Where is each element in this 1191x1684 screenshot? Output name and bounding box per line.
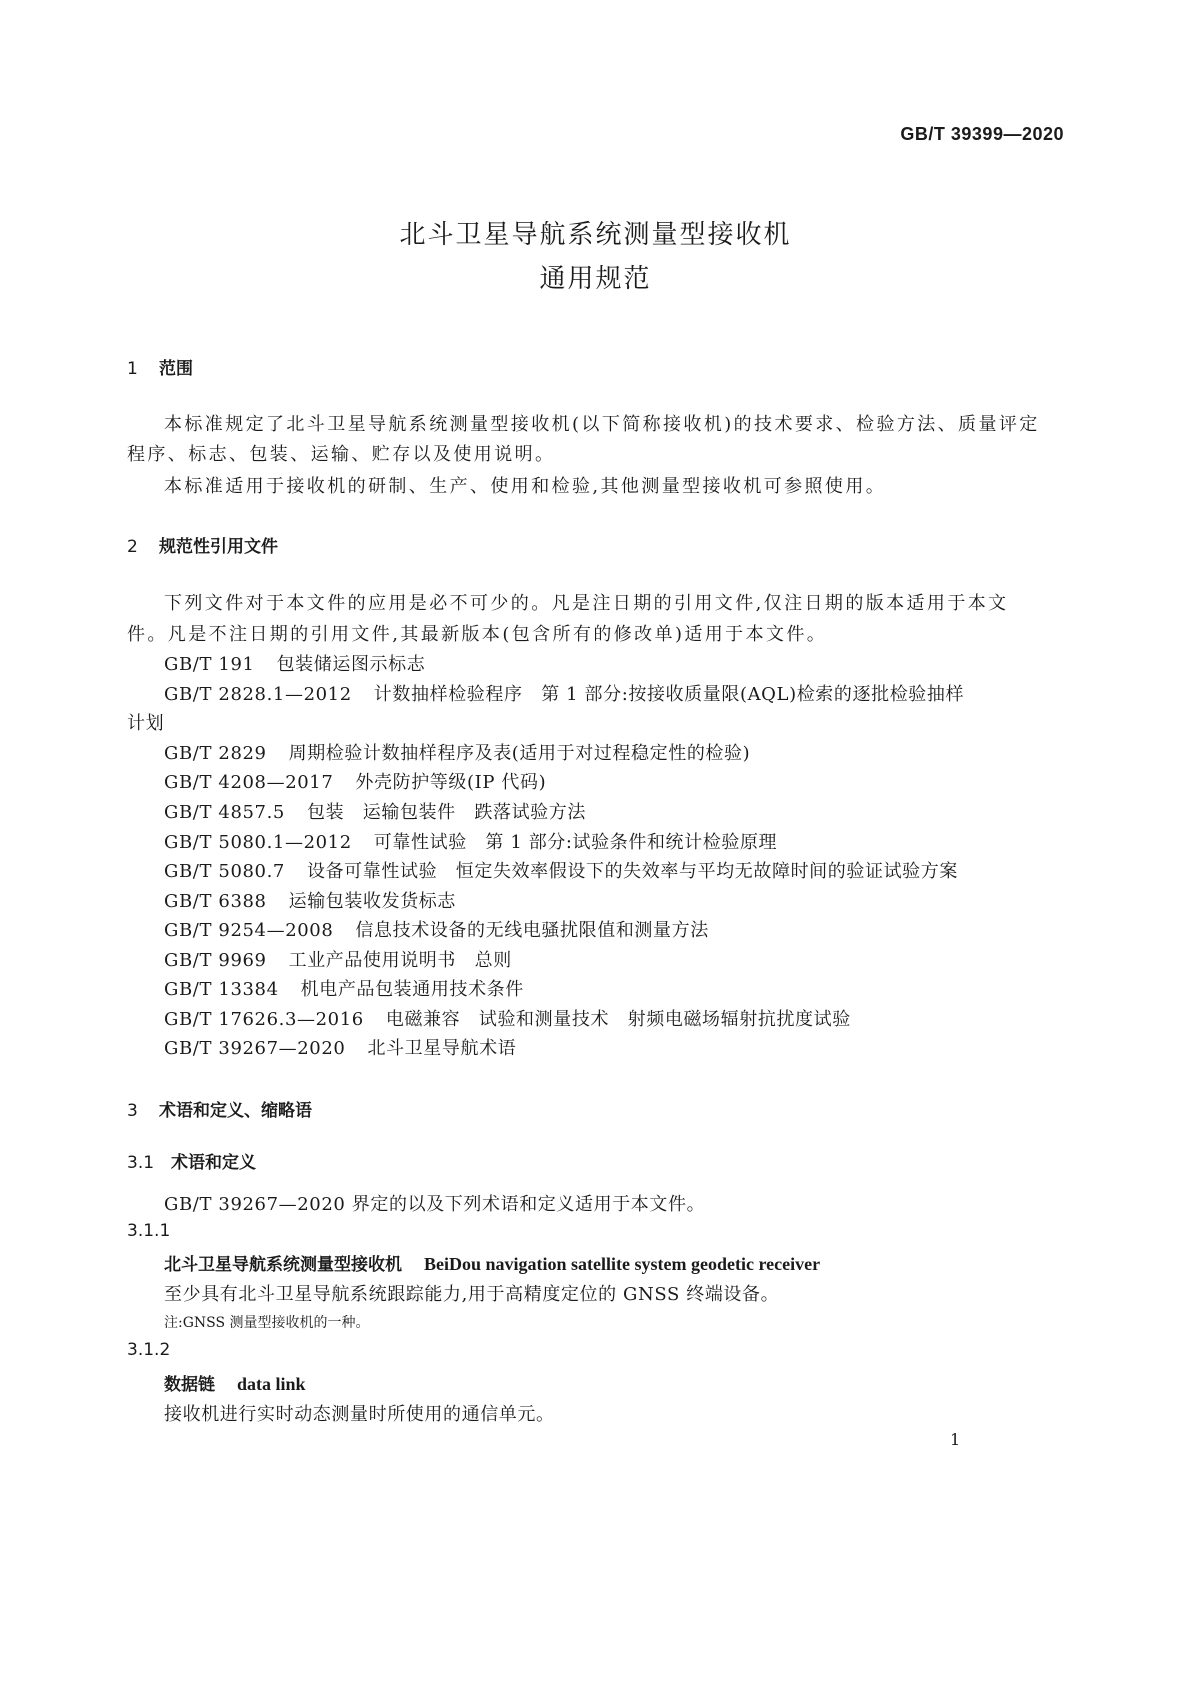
reference-title: 设备可靠性试验 恒定失效率假设下的失效率与平均无故障时间的验证试验方案 [306, 861, 958, 882]
reference-code: GB/T 2828.1—2012 [164, 684, 352, 705]
page-number: 1 [950, 1430, 961, 1449]
reference-title: 可靠性试验 第 1 部分:试验条件和统计检验原理 [373, 832, 778, 853]
reference-item [164, 768, 546, 794]
section-title: 术语和定义、缩略语 [159, 1101, 312, 1121]
term-english: BeiDou navigation satellite system geodetic receiver [424, 1254, 821, 1274]
reference-title: 计数抽样检验程序 第 1 部分:按接收质量限(AQL)检索的逐批检验抽样 [373, 684, 965, 705]
reference-title: 运输包装收发货标志 [288, 891, 457, 912]
reference-title: 机电产品包装通用技术条件 [300, 979, 524, 1000]
reference-title: 北斗卫星导航术语 [367, 1038, 517, 1059]
term-english: data link [237, 1374, 306, 1394]
paragraph: GB/T 39267—2020 界定的以及下列术语和定义适用于本文件。 [164, 1194, 706, 1215]
reference-item [164, 739, 750, 765]
subsection-title: 术语和定义 [171, 1153, 256, 1173]
reference-code: GB/T 9254—2008 [164, 920, 334, 941]
reference-item-continuation [127, 709, 164, 735]
paragraph: 件。凡是不注日期的引用文件,其最新版本(包含所有的修改单)适用于本文件。 [127, 624, 828, 645]
paragraph: 本标准规定了北斗卫星导航系统测量型接收机(以下简称接收机)的技术要求、检验方法、质量评定 [164, 414, 1040, 435]
paragraph: 下列文件对于本文件的应用是必不可少的。凡是注日期的引用文件,仅注日期的版本适用于本文 [164, 593, 1009, 614]
reference-item [164, 857, 958, 883]
term-chinese: 数据链 [164, 1375, 215, 1395]
reference-item [164, 650, 425, 676]
term-heading [164, 1250, 820, 1275]
reference-code: GB/T 13384 [164, 979, 279, 1000]
reference-item [164, 975, 524, 1001]
reference-title: 包装 运输包装件 跌落试验方法 [306, 802, 586, 823]
reference-title: 电磁兼容 试验和测量技术 射频电磁场辐射抗扰度试验 [385, 1009, 851, 1030]
term-definition: 接收机进行实时动态测量时所使用的通信单元。 [164, 1404, 555, 1425]
reference-code: GB/T 9969 [164, 950, 267, 971]
reference-code: GB/T 39267—2020 [164, 1038, 346, 1059]
reference-title: 周期检验计数抽样程序及表(适用于对过程稳定性的检验) [288, 743, 751, 764]
reference-item [164, 680, 964, 706]
section-number: 2 [127, 537, 138, 557]
reference-code: GB/T 5080.7 [164, 861, 285, 882]
term-heading [164, 1370, 306, 1395]
reference-code: GB/T 191 [164, 654, 255, 675]
section-title: 范围 [159, 359, 193, 379]
reference-title: 包装储运图示标志 [276, 654, 426, 675]
reference-title: 外壳防护等级(IP 代码) [355, 772, 547, 793]
reference-item [164, 828, 777, 854]
reference-code: GB/T 2829 [164, 743, 267, 764]
reference-code: GB/T 4857.5 [164, 802, 285, 823]
subsection-number: 3.1 [127, 1153, 155, 1173]
reference-title: 计划 [127, 713, 165, 734]
reference-code: GB/T 4208—2017 [164, 772, 334, 793]
subsection-heading-terms-definitions [127, 1148, 256, 1173]
reference-title: 工业产品使用说明书 总则 [288, 950, 512, 971]
reference-item [164, 1034, 516, 1060]
reference-code: GB/T 5080.1—2012 [164, 832, 352, 853]
reference-code: GB/T 6388 [164, 891, 267, 912]
term-number: 3.1.2 [127, 1340, 171, 1360]
reference-item [164, 946, 512, 972]
document-title-line2: 通用规范 [539, 264, 652, 294]
term-chinese: 北斗卫星导航系统测量型接收机 [164, 1255, 402, 1275]
section-title: 规范性引用文件 [159, 537, 278, 557]
term-number: 3.1.1 [127, 1221, 171, 1241]
section-number: 3 [127, 1101, 138, 1121]
reference-item [164, 887, 456, 913]
paragraph: 程序、标志、包装、运输、贮存以及使用说明。 [127, 444, 556, 465]
section-number: 1 [127, 359, 138, 379]
reference-code: GB/T 17626.3—2016 [164, 1009, 364, 1030]
paragraph: 本标准适用于接收机的研制、生产、使用和检验,其他测量型接收机可参照使用。 [164, 476, 887, 497]
section-heading-normative-references [127, 532, 278, 557]
reference-title: 信息技术设备的无线电骚扰限值和测量方法 [355, 920, 709, 941]
document-title-line1: 北斗卫星导航系统测量型接收机 [399, 220, 792, 250]
term-note: 注:GNSS 测量型接收机的一种。 [164, 1315, 370, 1331]
reference-item [164, 798, 586, 824]
reference-item [164, 1005, 851, 1031]
section-heading-terms [127, 1096, 312, 1121]
section-heading-scope [127, 354, 193, 379]
standard-number: GB/T 39399—2020 [900, 124, 1064, 144]
term-definition: 至少具有北斗卫星导航系统跟踪能力,用于高精度定位的 GNSS 终端设备。 [164, 1284, 780, 1305]
reference-item [164, 916, 709, 942]
